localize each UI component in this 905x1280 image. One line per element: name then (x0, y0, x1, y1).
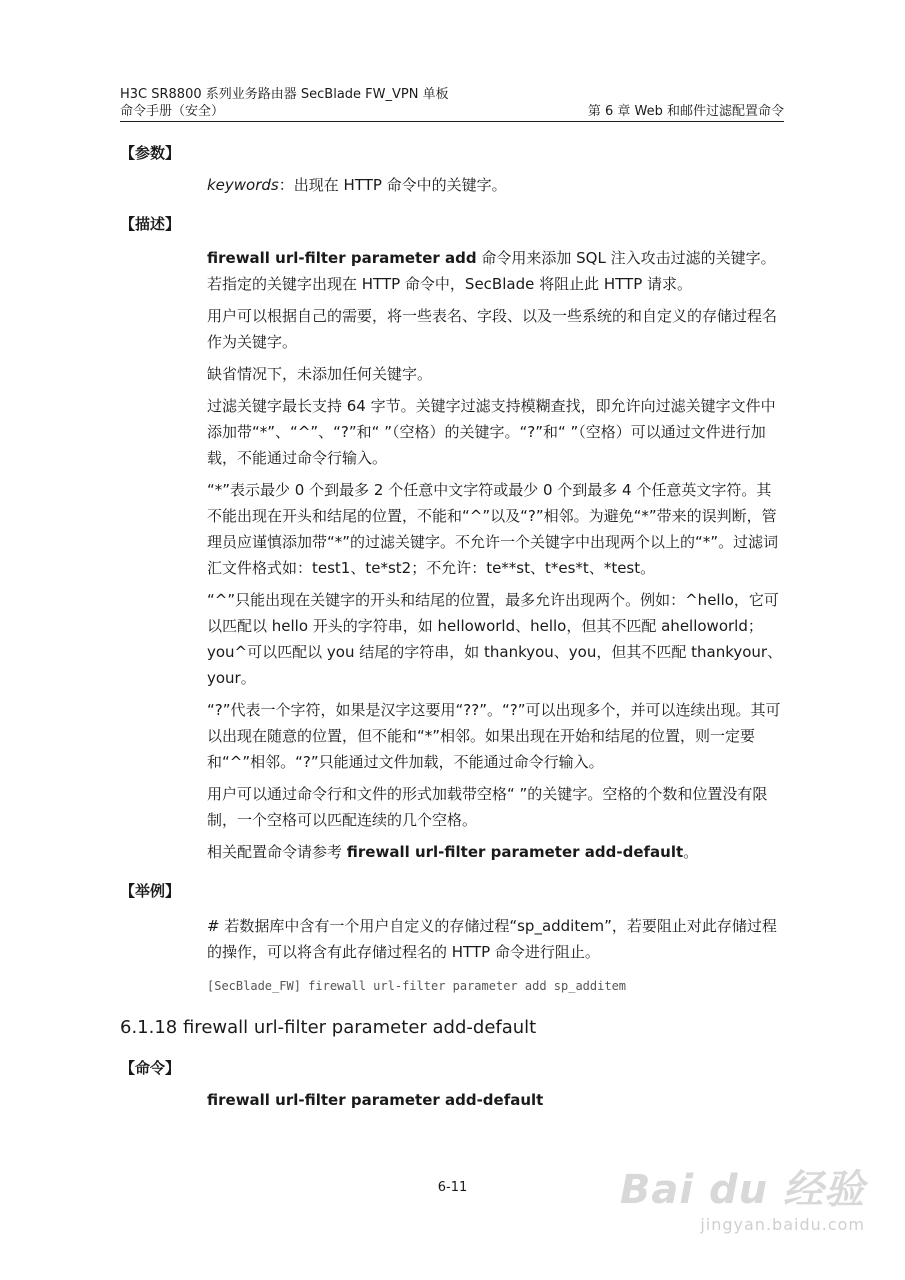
desc-p1-text: 命令用来添加 SQL 注入攻击过滤的关键字。若指定的关键字出现在 HTTP 命令中，SecBlade 将阻止此 HTTP 请求。 (207, 249, 776, 293)
desc-command: firewall url-filter parameter add (207, 249, 477, 267)
header-rule (120, 121, 784, 122)
params-body (207, 172, 785, 198)
desc-paragraph-9 (207, 839, 785, 865)
desc-paragraph-8: 用户可以通过命令行和文件的形式加载带空格“ ”的关键字。空格的个数和位置没有限制，一个空格可以匹配连续的几个空格。 (207, 785, 768, 829)
baidu-watermark (620, 1158, 865, 1234)
params-keyword: keywords (207, 176, 279, 194)
example-code: [SecBlade_FW] firewall url-filter parameter add sp_additem (207, 979, 627, 993)
params-heading: 【参数】 (120, 144, 181, 162)
desc-paragraph-7: “?”代表一个字符，如果是汉字这要用“??”。“?”可以出现多个，并可以连续出现。其可以出现在随意的位置，但不能和“*”相邻。如果出现在开始和结尾的位置，则一定要和“^”相邻。“?”只能通过文件加载，不能通过命令行输入。 (207, 701, 781, 771)
description-body (207, 245, 785, 871)
desc-paragraph-4: 过滤关键字最长支持 64 字节。关键字过滤支持模糊查找，即允许向过滤关键字文件中添加带“*”、“^”、“?”和“ ”（空格）的关键字。“?”和“ ”（空格）可以通过文件进行加载，不能通过命令行输入。 (207, 397, 776, 467)
section-title: 6.1.18 firewall url-filter parameter add-default (120, 1017, 537, 1038)
watermark-url: jingyan.baidu.com (700, 1215, 865, 1234)
desc-p9-text: 相关配置命令请参考 (207, 843, 347, 861)
header-subtitle (120, 103, 784, 120)
desc-paragraph-1 (207, 245, 785, 297)
command-syntax: firewall url-filter parameter add-default (207, 1091, 544, 1109)
watermark-logo: Bai du 经验 (619, 1167, 865, 1213)
page-number: 6-11 (437, 1180, 468, 1195)
command-heading: 【命令】 (120, 1059, 181, 1077)
desc-paragraph-5: “*”表示最少 0 个到最多 2 个任意中文字符或最少 0 个到最多 4 个任意英文字符。其不能出现在开头和结尾的位置，不能和“^”以及“?”相邻。为避免“*”带来的误判断，管理员应谨慎添加带“*”的过滤关键字。不允许一个关键字中出现两个以上的“*”。过滤词汇文件格式如：test1、te*st2；不允许：te**st、t*es*t、*test。 (207, 481, 779, 577)
desc-related-command: firewall url-filter parameter add-default (346, 843, 684, 861)
header-title: H3C SR8800 系列业务路由器 SecBlade FW_VPN 单板 (120, 87, 449, 102)
desc-paragraph-2: 用户可以根据自己的需要，将一些表名、字段、以及一些系统的和自定义的存储过程名作为关键字。 (207, 307, 778, 351)
desc-p9-end: 。 (683, 843, 699, 861)
desc-paragraph-3: 缺省情况下，未添加任何关键字。 (207, 365, 433, 383)
description-heading: 【描述】 (120, 215, 181, 233)
header-manual-name: 命令手册（安全） (120, 104, 225, 119)
params-desc: ：出现在 HTTP 命令中的关键字。 (278, 176, 507, 194)
example-heading: 【举例】 (120, 882, 181, 900)
desc-paragraph-6: “^”只能出现在关键字的开头和结尾的位置，最多允许出现两个。例如：^hello，它可以匹配以 hello 开头的字符串，如 helloworld、hello，但其不匹配 ahelloworld；you^可以匹配以 you 结尾的字符串，如 thankyou、you，但其不匹配 thankyour、your。 (207, 591, 783, 687)
example-text: # 若数据库中含有一个用户自定义的存储过程“sp_additem”，若要阻止对此存储过程的操作，可以将含有此存储过程名的 HTTP 命令进行阻止。 (207, 917, 777, 961)
header-chapter: 第 6 章 Web 和邮件过滤配置命令 (587, 104, 784, 119)
